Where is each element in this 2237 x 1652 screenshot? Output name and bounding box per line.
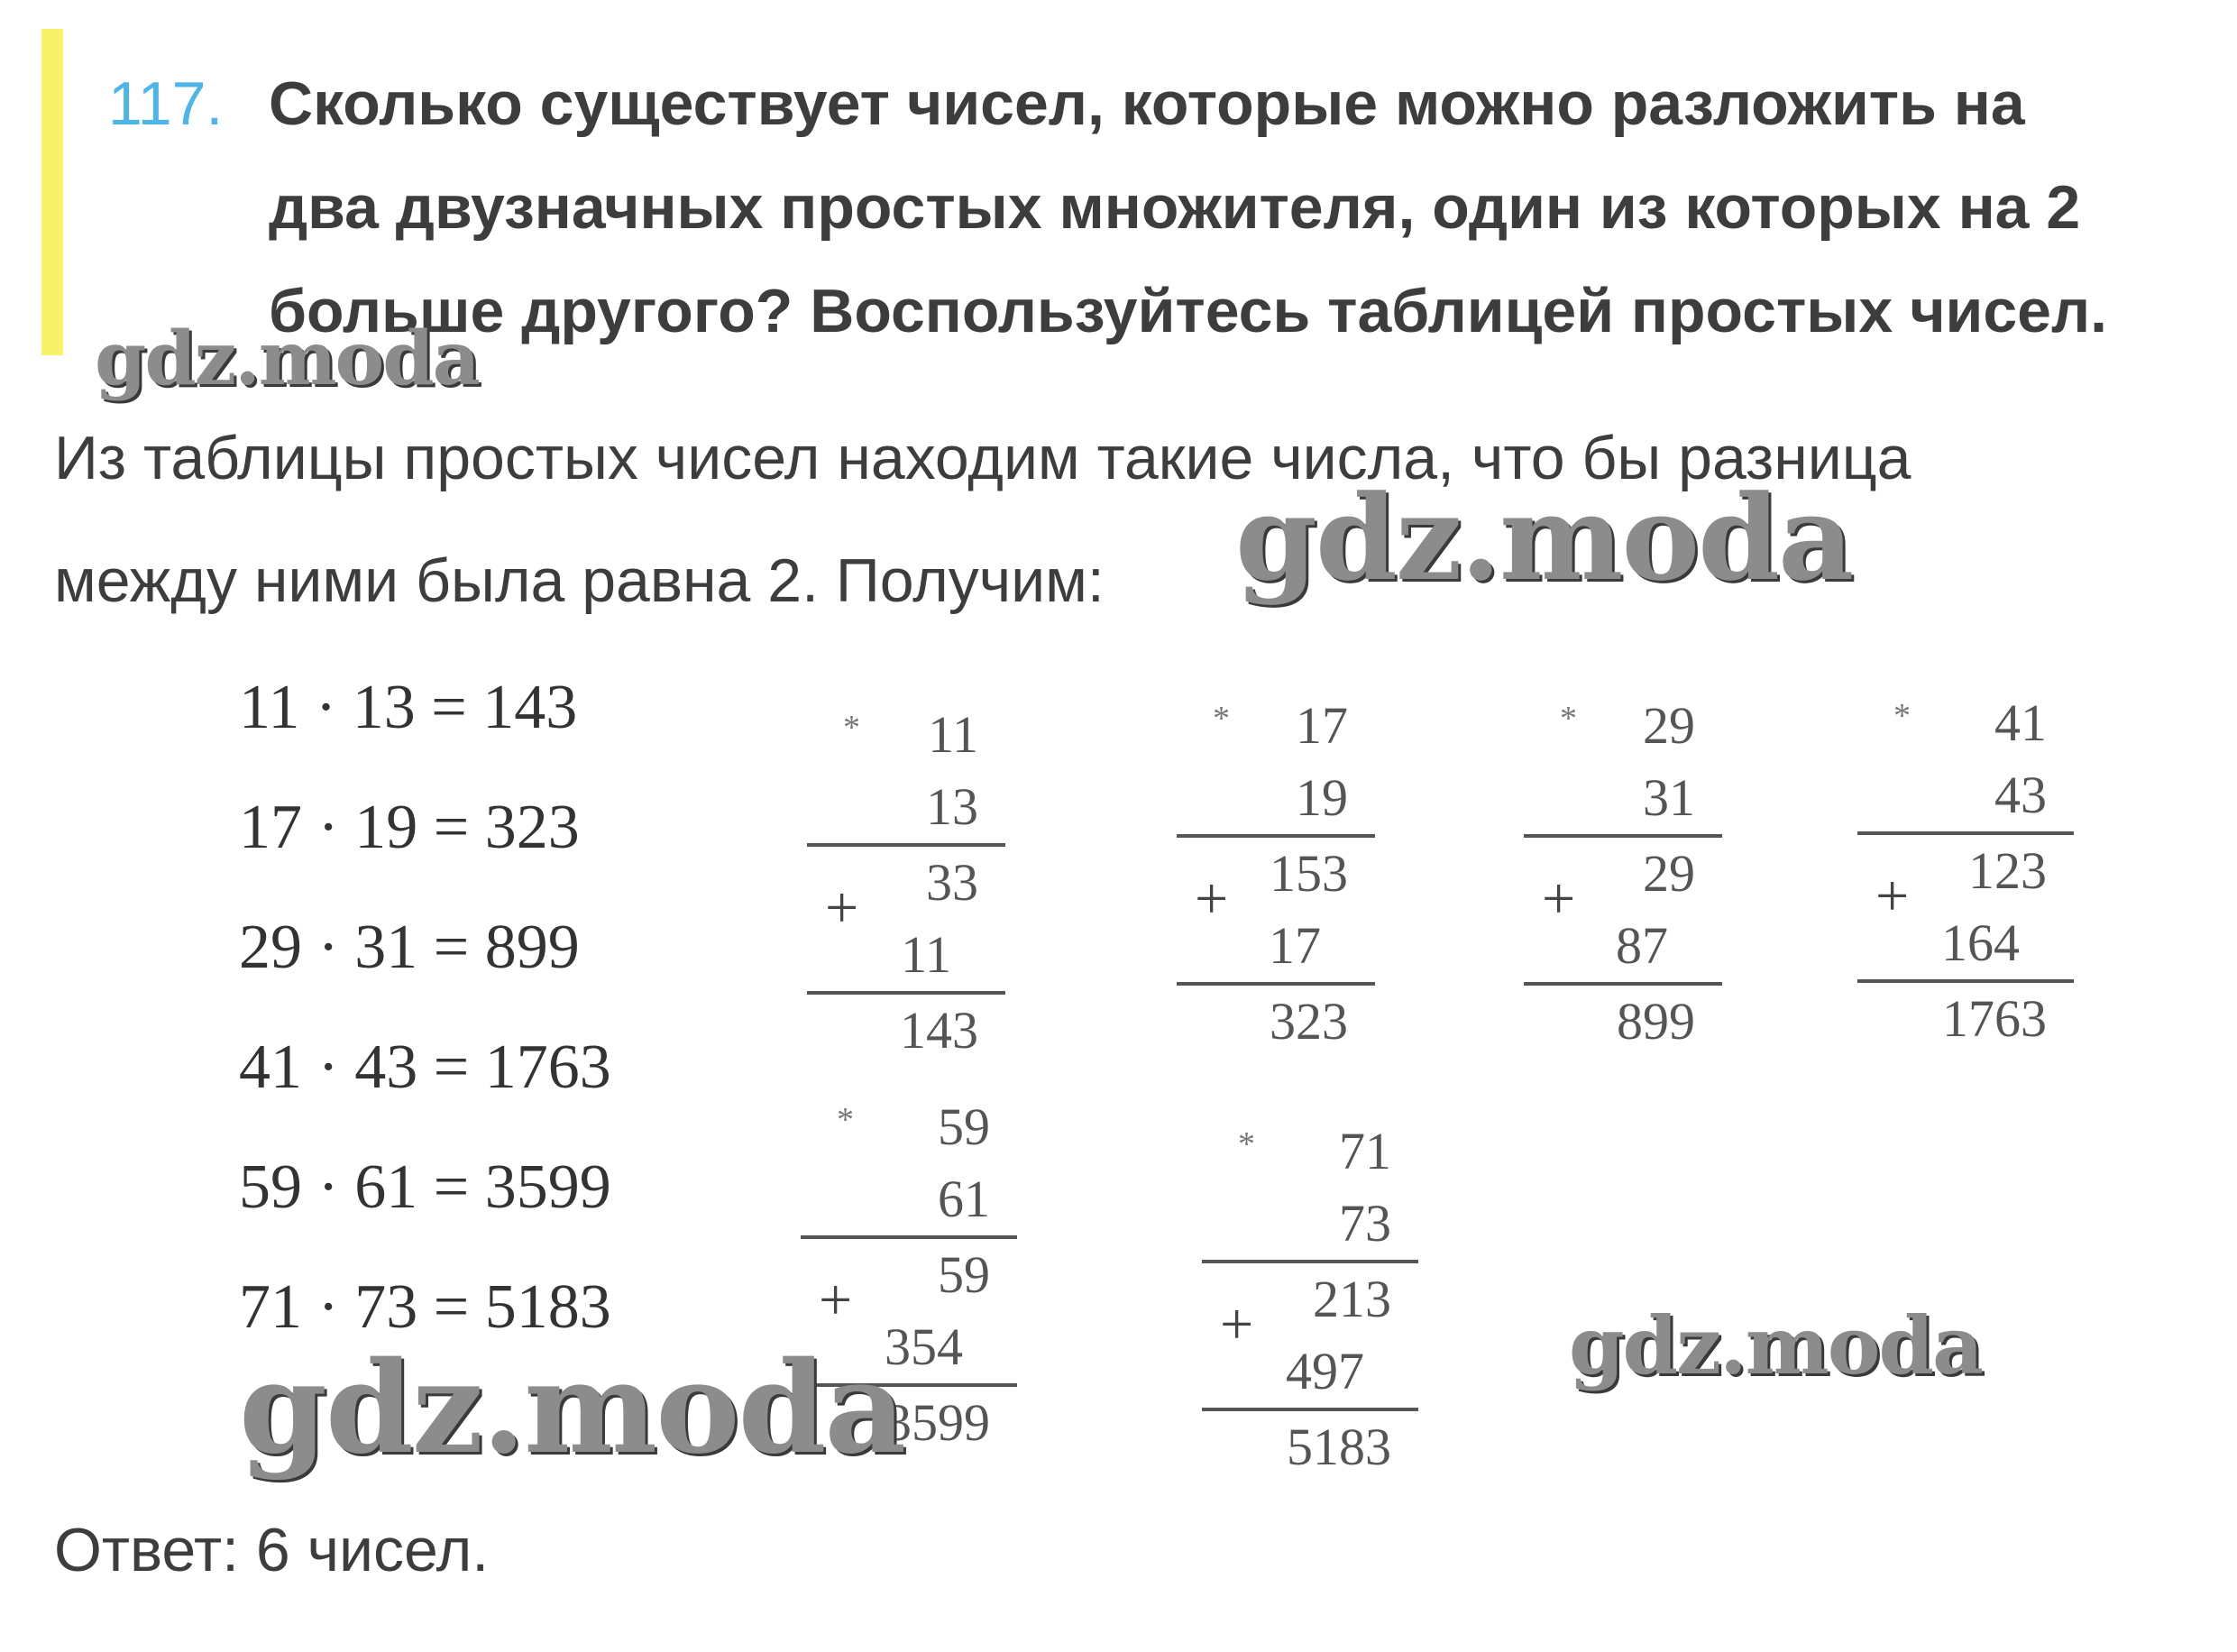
cm-partials <box>1177 838 1375 982</box>
cm-multiplicand <box>1857 687 2074 759</box>
equation: 11 · 13 = 143 <box>239 673 578 742</box>
accent-bar <box>41 29 63 355</box>
equation: 41 · 43 = 1763 <box>239 1032 611 1102</box>
cm-value: 41 <box>1994 693 2047 752</box>
cm-multiplicand <box>807 699 1005 771</box>
cm-value: 11 <box>928 705 978 764</box>
problem-line: больше другого? Воспользуйтесь таблицей простых чисел. <box>269 277 2108 345</box>
cm-result <box>1857 983 2074 1055</box>
cm-multiplier <box>801 1163 1017 1235</box>
cm-result <box>1202 1411 1418 1483</box>
cm-value: 11 <box>901 925 951 984</box>
cm-value: 29 <box>1643 844 1695 903</box>
multiply-sign: * <box>1213 700 1230 738</box>
cm-partial <box>1857 835 2074 907</box>
solution-line: между ними была равна 2. Получим: <box>54 546 1105 615</box>
column-multiplication <box>1177 690 1375 1058</box>
cm-partial <box>1202 1335 1418 1408</box>
plus-sign: + <box>1195 866 1229 932</box>
plus-sign: + <box>1542 866 1576 932</box>
cm-value: 33 <box>926 853 978 912</box>
cm-value: 164 <box>1941 913 2020 972</box>
cm-partials <box>1524 838 1722 982</box>
cm-partial <box>807 919 1005 991</box>
equation: 71 · 73 = 5183 <box>239 1272 611 1342</box>
cm-partial <box>1857 907 2074 979</box>
cm-result <box>1524 986 1722 1058</box>
equation: 17 · 19 = 323 <box>239 793 580 862</box>
column-multiplication <box>1524 690 1722 1058</box>
cm-partial <box>801 1239 1017 1311</box>
plus-sign: + <box>825 875 859 941</box>
cm-value: 123 <box>1968 841 2047 900</box>
cm-partial <box>1524 838 1722 910</box>
cm-value: 59 <box>938 1245 990 1304</box>
multiply-sign: * <box>1238 1125 1255 1163</box>
solution-text <box>54 397 2200 642</box>
equation-list <box>239 663 611 1382</box>
cm-multiplier <box>807 771 1005 843</box>
cm-partials <box>1202 1263 1418 1408</box>
cm-value: 153 <box>1270 844 1348 903</box>
cm-result <box>807 995 1005 1067</box>
cm-partial <box>1524 910 1722 982</box>
equation: 59 · 61 = 3599 <box>239 1152 611 1222</box>
cm-value: 213 <box>1313 1270 1391 1328</box>
cm-value: 354 <box>885 1317 963 1376</box>
problem-line: два двузначных простых множителя, один из которых на 2 <box>269 173 2081 242</box>
multiply-sign: * <box>843 709 860 747</box>
cm-multiplier <box>1202 1188 1418 1260</box>
cm-multiplier <box>1524 762 1722 834</box>
cm-value: 43 <box>1994 766 2047 824</box>
cm-value: 899 <box>1617 992 1695 1051</box>
cm-multiplicand <box>801 1091 1017 1163</box>
cm-value: 13 <box>926 777 978 836</box>
multiply-sign: * <box>1893 697 1911 735</box>
cm-multiplier <box>1857 759 2074 831</box>
cm-value: 323 <box>1270 992 1348 1051</box>
column-multiplication <box>807 699 1005 1067</box>
cm-value: 497 <box>1286 1342 1364 1400</box>
cm-partial <box>807 847 1005 919</box>
answer: Ответ: 6 чисел. <box>54 1516 490 1584</box>
cm-value: 17 <box>1269 916 1321 975</box>
cm-value: 17 <box>1296 696 1348 755</box>
plus-sign: + <box>819 1267 853 1333</box>
multiply-sign: * <box>837 1101 854 1139</box>
watermark: gdz.moda <box>1569 1299 1983 1392</box>
plus-sign: + <box>1220 1291 1254 1357</box>
watermark: gdz.moda <box>1235 469 1853 607</box>
cm-multiplier <box>1177 762 1375 834</box>
equation: 29 · 31 = 899 <box>239 913 580 982</box>
cm-value: 1763 <box>1942 989 2047 1048</box>
problem-line: Сколько существует чисел, которые можно разложить на <box>269 69 2025 138</box>
cm-value: 29 <box>1643 696 1695 755</box>
cm-value: 71 <box>1339 1122 1391 1180</box>
cm-value: 143 <box>900 1001 978 1060</box>
cm-partial <box>1202 1263 1418 1335</box>
cm-partials <box>807 847 1005 991</box>
column-multiplication <box>1202 1115 1418 1483</box>
solution-line: Из таблицы простых чисел находим такие числа, что бы разница <box>54 424 1912 492</box>
watermark: gdz.moda <box>95 316 479 402</box>
problem-text <box>269 52 2182 363</box>
cm-value: 87 <box>1616 916 1668 975</box>
cm-value: 61 <box>938 1170 990 1228</box>
cm-multiplicand <box>1524 690 1722 762</box>
plus-sign: + <box>1875 863 1910 929</box>
multiply-sign: * <box>1560 700 1577 738</box>
cm-value: 19 <box>1296 768 1348 827</box>
cm-value: 73 <box>1339 1194 1391 1253</box>
cm-value: 5183 <box>1287 1418 1391 1476</box>
cm-partial <box>1177 838 1375 910</box>
column-multiplication <box>1857 687 2074 1055</box>
cm-value: 59 <box>938 1097 990 1156</box>
cm-partial <box>1177 910 1375 982</box>
watermark: gdz.moda <box>239 1335 905 1482</box>
cm-value: 3599 <box>885 1393 990 1452</box>
cm-partials <box>1857 835 2074 979</box>
cm-result <box>1177 986 1375 1058</box>
cm-multiplicand <box>1202 1115 1418 1188</box>
cm-value: 31 <box>1643 768 1695 827</box>
cm-multiplicand <box>1177 690 1375 762</box>
problem-number: 117. <box>108 69 224 138</box>
